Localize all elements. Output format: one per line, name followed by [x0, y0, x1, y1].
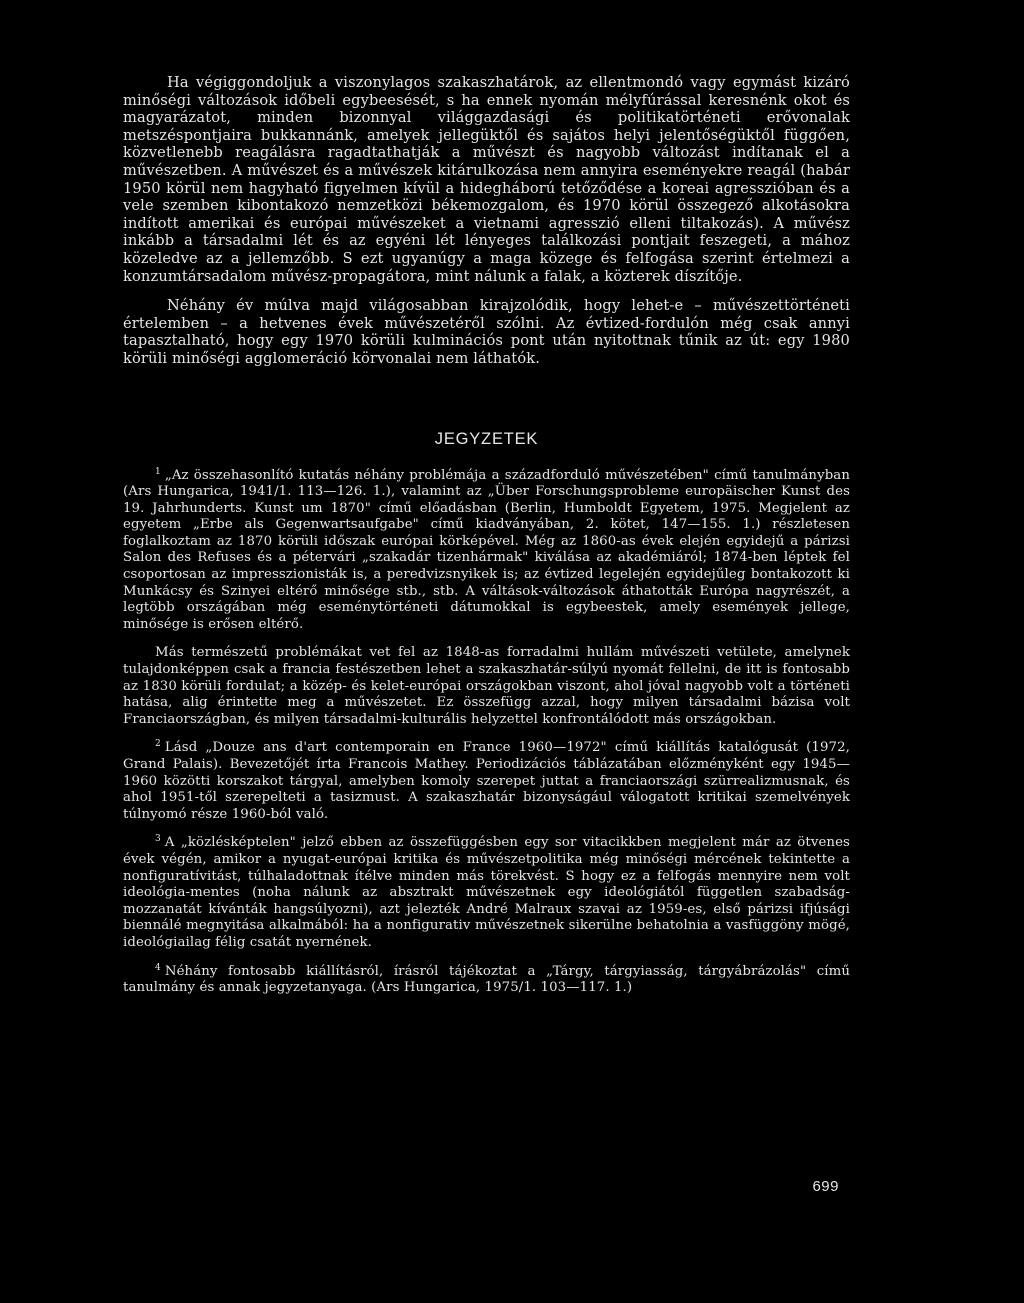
footnote-4 — [123, 964, 850, 997]
footnote-2 — [123, 740, 850, 823]
footnote-marker: 2 — [155, 739, 161, 750]
body-paragraph: Néhány év múlva majd világosabban kirajzolódik, hogy lehet-e – művészettörténeti értelemben – a hetvenes évek művészetéről szólni. Az évtized-fordulón még csak annyi tapasztalható, hogy egy 1970 körüli kulminációs pont után nyitottnak tűnik az út: egy 1980 körüli minőségi agglomeráció körvonalai nem láthatók. — [123, 297, 850, 367]
footnote-text: „Az összehasonlító kutatás néhány problémája a századforduló művészetében" című tanulmányban (Ars Hungarica, 1941/1. 113—126. 1.), valamint az „Über Forschungsprobleme europäischer Kunst des 19. Jahrhunderts. Kunst um 1870" című előadásban (Berlin, Humboldt Egyetem, 1975. Megjelent az egyetem „Erbe als Gegenwartsaufgabe" című kiadványában, 2. kötet, 147—155. 1.) részletesen foglalkoztam az 1870 körüli időszak európai körképével. Még az 1860-as évek elején egyidejű a párizsi Salon des Refuses és a pétervári „szakadár tizenhármak" kiválása az akadémiáról; 1874-ben léptek fel csoportosan az impresszionisták is, a peredvizsnyikek is; az évtized legelején egyidejűleg bontakozott ki Munkácsy és Szinyei eltérő minősége stb., stb. A váltások-változások áthatották Európa nagyrészét, a legtöbb országában még eseménytörténeti dátumokkal is egybeestek, amely események jellege, minősége is erősen eltérő. — [123, 467, 850, 632]
footnote-text: Néhány fontosabb kiállításról, írásról tájékoztat a „Tárgy, tárgyiasság, tárgyábrázolás" című tanulmány és annak jegyzetanyaga. (Ars Hungarica, 1975/1. 103—117. 1.) — [123, 963, 850, 996]
footnote-text: Lásd „Douze ans d'art contemporain en France 1960—1972" című kiállítás katalógusát (1972, Grand Palais). Bevezetőjét írta Francois Mathey. Periodizációs táblázatában előzményként egy 1945—1960 közötti korszakot tárgyal, amelyben komoly szerepet juttat a franciaországi szürrealizmusnak, és ahol 1951-től szerepelteti a tasizmust. A szakaszhatár bizonyságául válogatott kritikai szemelvények túlnyomó része 1960-ból való. — [123, 740, 850, 822]
footnote-text: A „közlésképtelen" jelző ebben az összefüggésben egy sor vitacikkben megjelent már az ötvenes évek végén, amikor a nyugat-európai kritika és művészetpolitika még minőségi mércének tekintette a nonfiguratívitást, túlhaladottnak ítélve minden más törekvést. S hogy ez a felfogás mennyire nem volt ideológia-mentes (noha nálunk az absztrakt művészetnek egy ideológiától független szabadság-mozzanatát kívánták hangsúlyozni), azt jelezték André Malraux szavai az 1959-es, első párizsi ifjúsági biennálé megnyitása alkalmából: ha a nonfigurativ művészetnek sikerülne behatolnia a vasfüggöny mögé, ideológiailag félig csatát nyernének. — [123, 835, 850, 950]
footnote-marker: 4 — [155, 962, 161, 973]
body-paragraph: Ha végiggondoljuk a viszonylagos szakaszhatárok, az ellentmondó vagy egymást kizáró minőségi változások időbeli egybeesését, s ha ennek nyomán mélyfúrással keresnénk okot és magyarázatot, minden bizonnyal világgazdasági és politikatörténeti erővonalak metszéspontjaira bukkannánk, amelyek jellegüktől és sajátos helyi jelentőségüktől függően, közvetlenebb reagálásra ragadtathatják a művészt és nagyobb változást indítanak el a művészetben. A művészet és a művészek kitárulkozása nem annyira eseményekre reagál (habár 1950 körül nem hagyható figyelmen kívül a hidegháború tetőződése a koreai agresszióban és a vele szemben kibontakozó nemzetközi békemozgalom, és 1970 körül összegező alkotásokra indított amerikai és európai művészeket a vietnami agresszió elleni tiltakozás). A művész inkább a társadalmi lét és az egyéni lét lényeges találkozási pontjait feszegeti, a mához közeledve az a jellemzőbb. S ezt ugyanúgy a maga közege és felfogása szerint értelmezi a konzumtársadalom művész-propagátora, mint nálunk a falak, a közterek díszítője. — [123, 74, 850, 285]
footnotes — [123, 468, 850, 997]
footnote-marker: 3 — [155, 834, 161, 845]
body-text — [123, 74, 850, 368]
footnote-marker: 1 — [155, 466, 161, 477]
footnote-1-continuation: Más természetű problémákat vet fel az 1848-as forradalmi hullám művészeti vetülete, amelynek tulajdonképpen csak a francia festészetben lehet a szakaszhatár-súlyú nyomát fellelni, de itt is fontosabb az 1830 körüli fordulat; a közép- és kelet-európai országokban viszont, ahol jóval nagyobb volt a történeti hatása, alig érintette meg a művészetet. Ez összefügg azzal, hogy milyen társadalmi bázisa volt Franciaországban, és milyen társadalmi-kulturális helyzettel konfrontálódott más országokban. — [123, 645, 850, 727]
notes-heading: JEGYZETEK — [434, 429, 539, 448]
page-number: 699 — [812, 1178, 839, 1195]
footnote-3 — [123, 835, 850, 951]
page-content — [123, 74, 850, 997]
footnote-1 — [123, 468, 850, 634]
